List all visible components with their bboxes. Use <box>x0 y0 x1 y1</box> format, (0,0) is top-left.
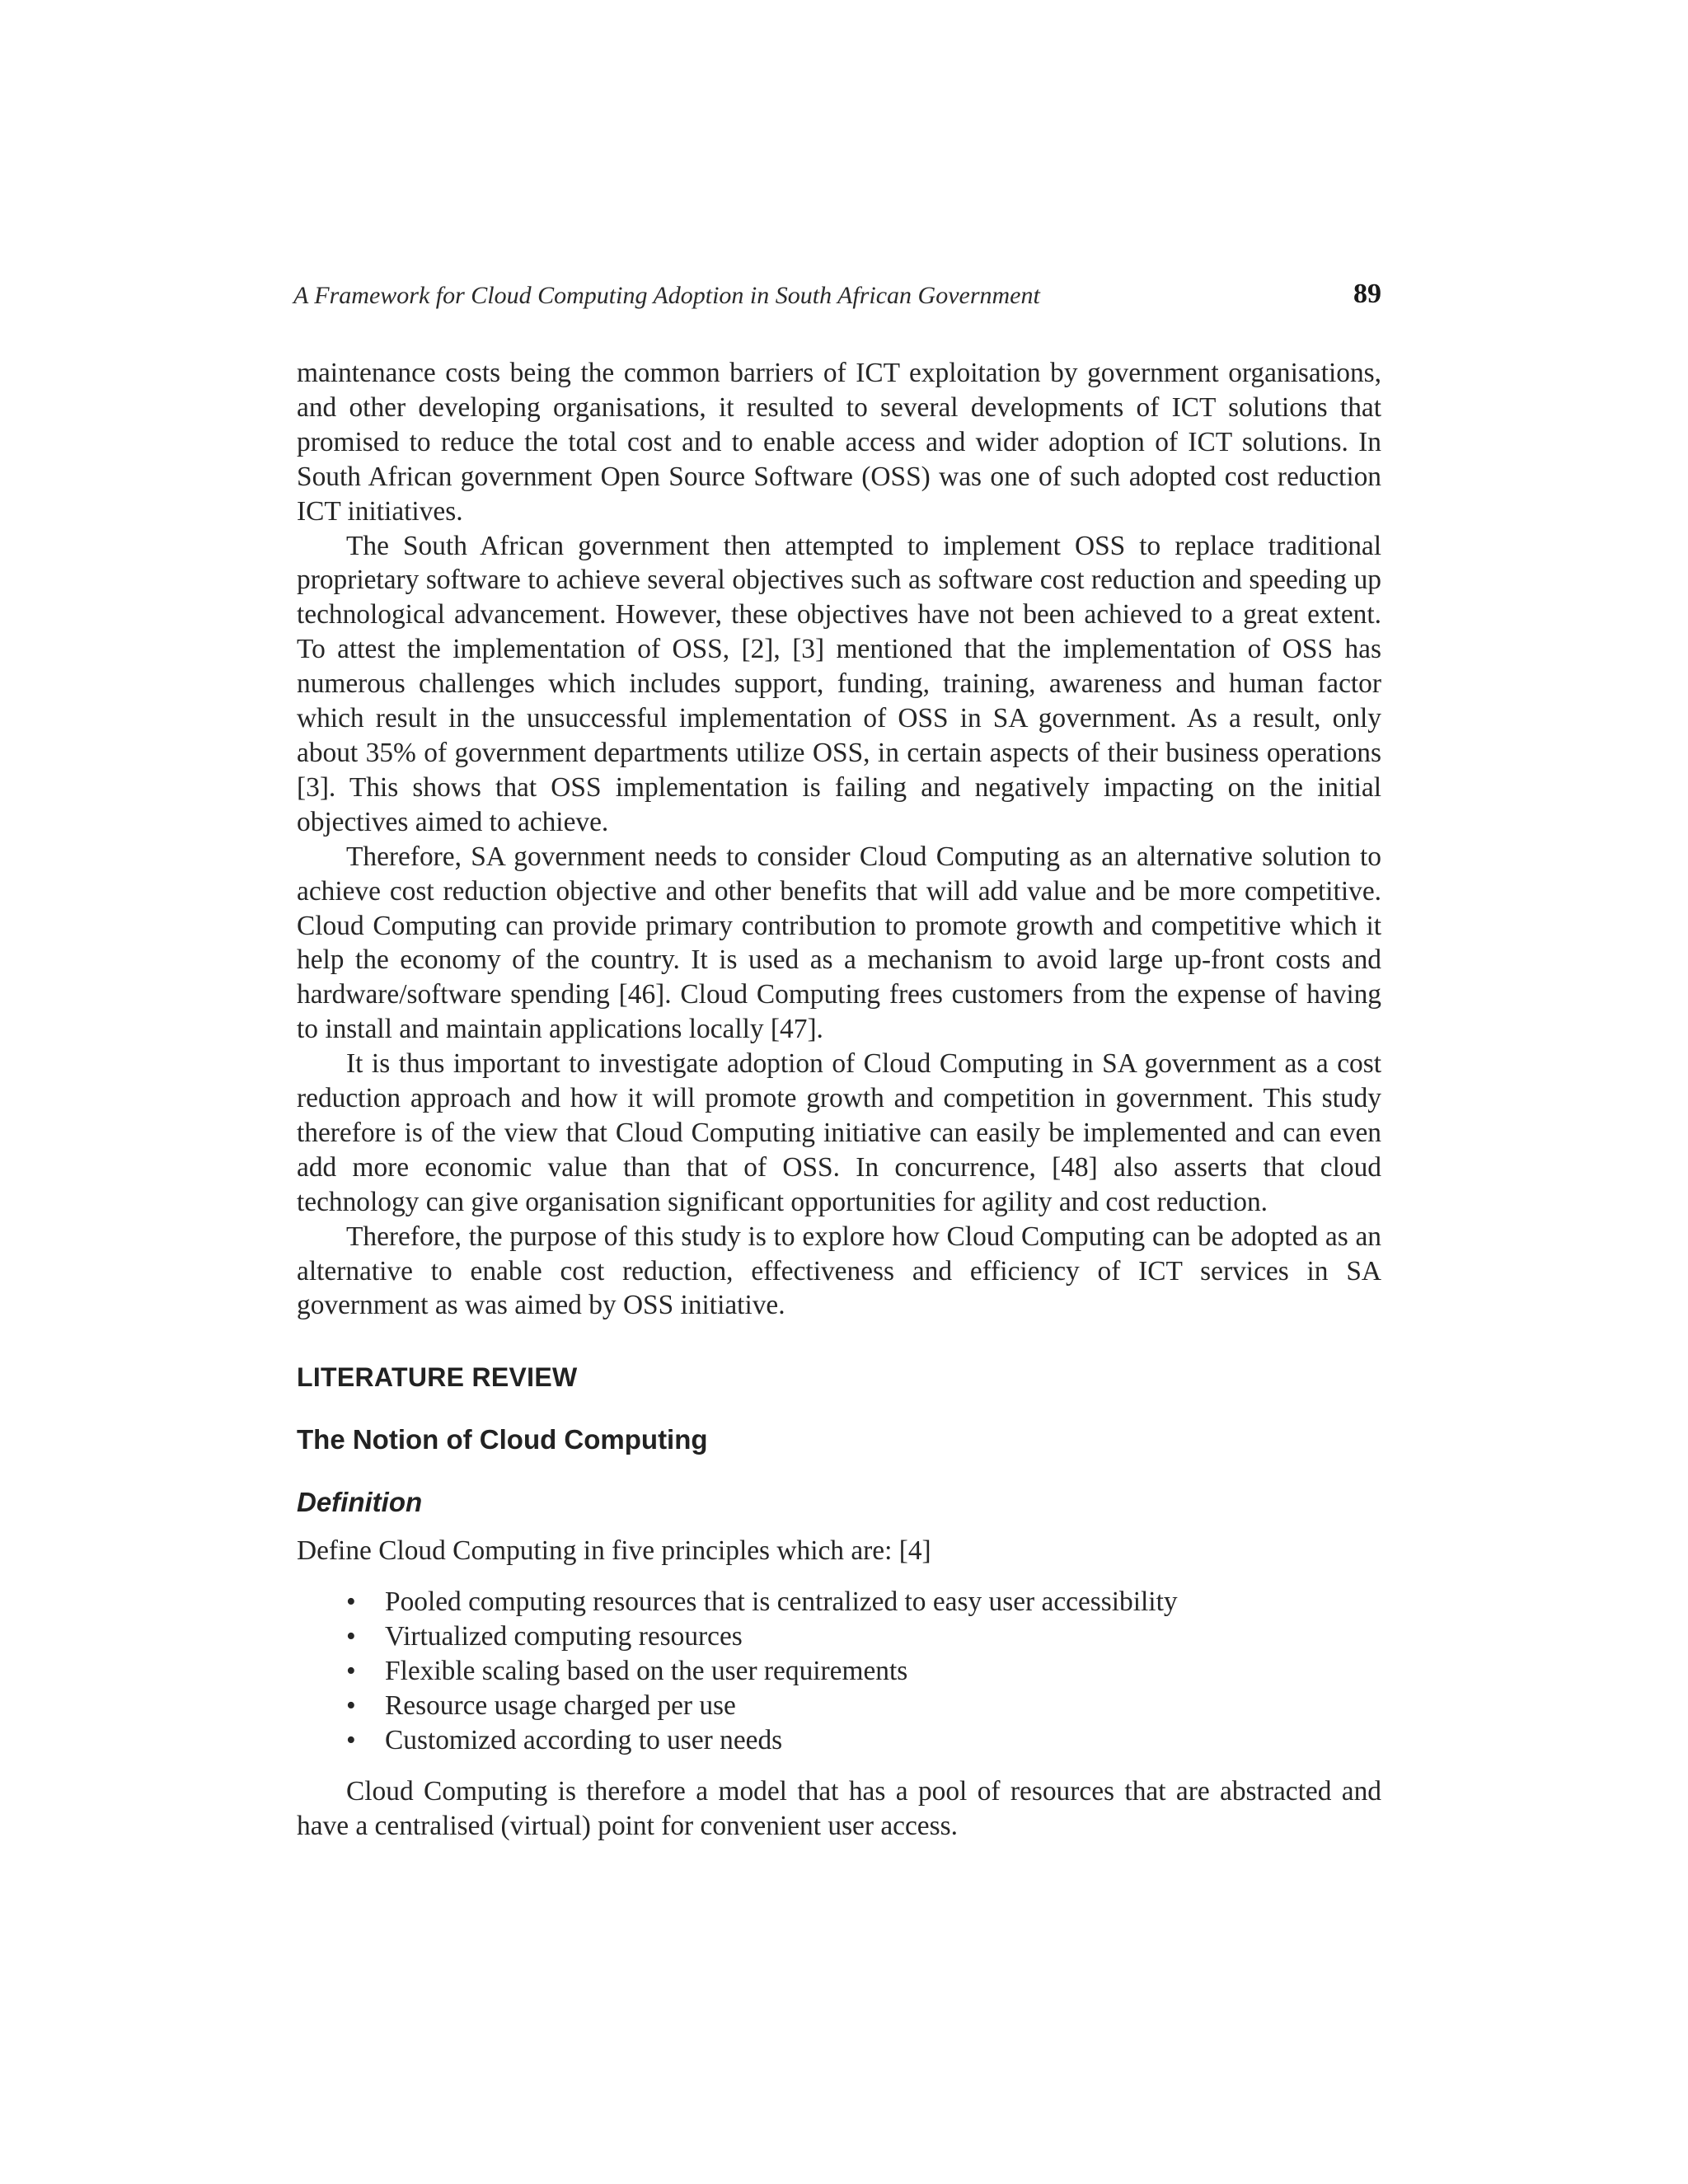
paragraph-oss-implementation: The South African government then attempted to implement OSS to replace traditional proprietary software to achieve several objectives such as software cost reduction and speeding up technological advancement. However, these objectives have not been achieved to a great extent. To attest the implementation of OSS, [2], [3] mentioned that the implementation of OSS has numerous challenges which includes support, funding, training, awareness and human factor which result in the unsuccessful implementation of OSS in SA government. As a result, only about 35% of government departments utilize OSS, in certain aspects of their business operations [3]. This shows that OSS implementation is failing and negatively impacting on the initial objectives aimed to achieve. <box>297 530 1381 837</box>
list-item <box>297 1689 1381 1723</box>
bullet-icon: • <box>346 1586 356 1618</box>
list-item <box>297 1654 1381 1689</box>
bullet-icon: • <box>346 1656 356 1687</box>
list-item-text: Customized according to user needs <box>385 1724 783 1755</box>
main-content <box>297 356 1381 1844</box>
paragraph-closing: Cloud Computing is therefore a model that has a pool of resources that are abstracted and have a centralised (virtual) point for convenient user access. <box>297 1775 1381 1841</box>
bullet-icon: • <box>346 1724 356 1755</box>
list-item-text: Flexible scaling based on the user requirements <box>385 1656 908 1687</box>
running-head-title: A Framework for Cloud Computing Adoption in South African Government <box>293 282 1040 309</box>
subsubsection-heading: Definition <box>297 1487 423 1518</box>
closing-text <box>297 1774 1381 1844</box>
paragraph-study-purpose: Therefore, the purpose of this study is to explore how Cloud Computing can be adopted as an alternative to enable cost reduction, effectiveness and efficiency of ICT services in SA government as was aimed by OSS initiative. <box>297 1221 1381 1321</box>
list-item-text: Resource usage charged per use <box>385 1690 736 1721</box>
section-heading: LITERATURE REVIEW <box>297 1362 578 1393</box>
paragraph-cloud-alternative: Therefore, SA government needs to consider Cloud Computing as an alternative solution to achieve cost reduction objective and other benefits that will add value and be more competitive. Cloud Computing can provide primary contribution to promote growth and competitive which it help the economy of the country. It is used as a mechanism to avoid large up-front costs and hardware/software spending [46]. Cloud Computing frees customers from the expense of having to install and maintain applications locally [47]. <box>297 841 1381 1045</box>
paragraph-continuation: maintenance costs being the common barriers of ICT exploitation by government organisations, and other developing organisations, it resulted to several developments of ICT solutions that promised to reduce the total cost and to enable access and wider adoption of ICT solutions. In South African government Open Source Software (OSS) was one of such adopted cost reduction ICT initiatives. <box>297 358 1381 527</box>
list-item <box>297 1585 1381 1619</box>
running-head <box>293 279 1381 320</box>
paragraph-investigate-adoption: It is thus important to investigate adoption of Cloud Computing in SA government as a cost reduction approach and how it will promote growth and competition in government. This study therefore is of the view that Cloud Computing initiative can easily be implemented and can even add more economic value than that of OSS. In concurrence, [48] also asserts that cloud technology can give organisation significant opportunities for agility and cost reduction. <box>297 1048 1381 1217</box>
page-number: 89 <box>1353 279 1381 309</box>
list-item <box>297 1619 1381 1654</box>
subsection-heading: The Notion of Cloud Computing <box>297 1424 708 1455</box>
list-item-text: Pooled computing resources that is centralized to easy user accessibility <box>385 1586 1178 1618</box>
introduction-text <box>297 356 1381 1323</box>
bullet-icon: • <box>346 1690 356 1721</box>
definition-intro: Define Cloud Computing in five principles which are: [4] <box>297 1535 931 1567</box>
bullet-icon: • <box>346 1621 356 1652</box>
list-item-text: Virtualized computing resources <box>385 1621 743 1652</box>
principles-list <box>297 1585 1381 1758</box>
list-item <box>297 1723 1381 1758</box>
